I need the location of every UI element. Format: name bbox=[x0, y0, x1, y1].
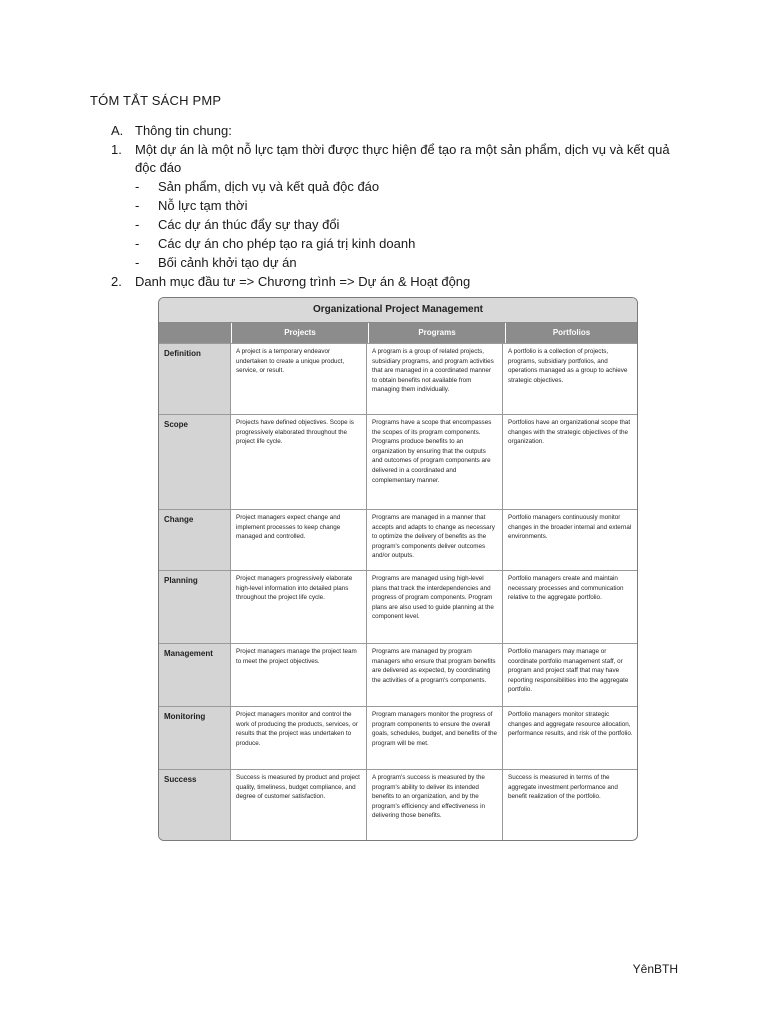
row-label: Planning bbox=[159, 571, 231, 643]
item1-line2: độc đáo bbox=[135, 160, 182, 175]
header-portfolios: Portfolios bbox=[552, 328, 591, 337]
cell-programs: Programs are managed in a manner that accepts and adapts to change as necessary to optimize the delivery of benefits as the program's components deliver outcomes and/or outputs. bbox=[367, 510, 503, 570]
table-row-monitoring bbox=[159, 706, 637, 769]
cell-programs: Programs are managed using high-level plans that track the interdependencies and progress of program components. Program plans are also used to guide planning at the component level. bbox=[367, 571, 503, 643]
table-row-management bbox=[159, 643, 637, 706]
table-row-definition bbox=[159, 343, 637, 414]
table-row-planning bbox=[159, 570, 637, 643]
item2-text: Danh mục đầu tư => Chương trình => Dự án & Hoạt động bbox=[135, 274, 471, 289]
table-row-scope bbox=[159, 414, 637, 509]
table-row-change bbox=[159, 509, 637, 570]
bullet-item: Sản phẩm, dịch vụ và kết quả độc đáo bbox=[158, 179, 380, 194]
row-label: Scope bbox=[159, 415, 231, 509]
bullet-dash: - bbox=[135, 236, 140, 251]
cell-portfolios: Portfolio managers create and maintain necessary processes and communication relative to the aggregate portfolio. bbox=[508, 575, 624, 602]
opm-comparison-figure bbox=[158, 297, 638, 841]
bullet-item: Bối cảnh khởi tạo dự án bbox=[158, 255, 297, 270]
item1-line1: Một dự án là một nỗ lực tạm thời được thực hiện để tạo ra một sản phẩm, dịch vụ và kết quả bbox=[135, 142, 670, 157]
cell-projects: Projects have defined objectives. Scope is progressively elaborated throughout the project life cycle. bbox=[231, 415, 367, 509]
bullet-item: Các dự án thúc đẩy sự thay đổi bbox=[158, 217, 340, 232]
cell-programs: Program managers monitor the progress of program components to ensure the overall goals, schedules, budget, and benefits of the program will be met. bbox=[367, 707, 503, 769]
bullet-item: Nỗ lực tạm thời bbox=[158, 198, 248, 213]
header-empty-cell bbox=[159, 323, 232, 343]
cell-portfolios: Portfolio managers continuously monitor changes in the broader internal and external environments. bbox=[508, 514, 632, 541]
cell-projects: Project managers monitor and control the work of producing the products, services, or results that the project was undertaken to produce. bbox=[231, 707, 367, 769]
section-marker-a: A. bbox=[111, 123, 124, 138]
bullet-dash: - bbox=[135, 179, 140, 194]
row-label: Management bbox=[159, 644, 231, 706]
item-marker-1: 1. bbox=[111, 142, 122, 157]
header-programs: Programs bbox=[369, 323, 506, 343]
row-label: Monitoring bbox=[159, 707, 231, 769]
section-heading-a: Thông tin chung: bbox=[135, 123, 232, 138]
cell-projects: A project is a temporary endeavor undertaken to create a unique product, service, or result. bbox=[231, 344, 367, 414]
cell-portfolios: Portfolio managers may manage or coordinate portfolio management staff, or program and project staff that may have reporting responsibilities into the aggregate portfolio. bbox=[508, 648, 629, 694]
document-title: TÓM TẮT SÁCH PMP bbox=[90, 93, 222, 108]
cell-programs: Programs have a scope that encompasses the scopes of its program components. Programs produce benefits to an organization by ensuring that the outputs and outcomes of program components are delivered in a coordinated and complementary manner. bbox=[367, 415, 503, 509]
figure-header-row bbox=[159, 323, 637, 343]
figure-title: Organizational Project Management bbox=[159, 298, 637, 323]
cell-programs: A program is a group of related projects, subsidiary programs, and program activities that are managed in a coordinated manner to obtain benefits not available from managing them individually. bbox=[367, 344, 503, 414]
bullet-dash: - bbox=[135, 255, 140, 270]
header-projects: Projects bbox=[232, 323, 369, 343]
item-marker-2: 2. bbox=[111, 274, 122, 289]
cell-portfolios: A portfolio is a collection of projects, programs, subsidiary portfolios, and operations managed as a group to achieve strategic objectives. bbox=[508, 348, 628, 384]
footer-author: YênBTH bbox=[632, 962, 678, 976]
bullet-item: Các dự án cho phép tạo ra giá trị kinh doanh bbox=[158, 236, 416, 251]
bullet-dash: - bbox=[135, 198, 140, 213]
row-label: Definition bbox=[159, 344, 231, 414]
cell-projects: Project managers expect change and implement processes to keep change managed and controlled. bbox=[231, 510, 367, 570]
bullet-dash: - bbox=[135, 217, 140, 232]
table-row-success bbox=[159, 769, 637, 841]
cell-projects: Project managers progressively elaborate high-level information into detailed plans throughout the project life cycle. bbox=[231, 571, 367, 643]
cell-programs: A program's success is measured by the program's ability to deliver its intended benefits to an organization, and by the program's efficiency and effectiveness in delivering those benefits. bbox=[367, 770, 503, 841]
cell-projects: Project managers manage the project team to meet the project objectives. bbox=[231, 644, 367, 706]
cell-portfolios: Success is measured in terms of the aggregate investment performance and benefit realization of the portfolio. bbox=[508, 774, 618, 801]
cell-portfolios: Portfolios have an organizational scope that changes with the strategic objectives of the organization. bbox=[508, 419, 631, 446]
cell-projects: Success is measured by product and project quality, timeliness, budget compliance, and degree of customer satisfaction. bbox=[231, 770, 367, 841]
row-label: Change bbox=[159, 510, 231, 570]
cell-portfolios: Portfolio managers monitor strategic changes and aggregate resource allocation, performance results, and risk of the portfolio. bbox=[508, 711, 633, 738]
row-label: Success bbox=[159, 770, 231, 841]
cell-programs: Programs are managed by program managers who ensure that program benefits are delivered as expected, by coordinating the activities of a program's components. bbox=[367, 644, 503, 706]
